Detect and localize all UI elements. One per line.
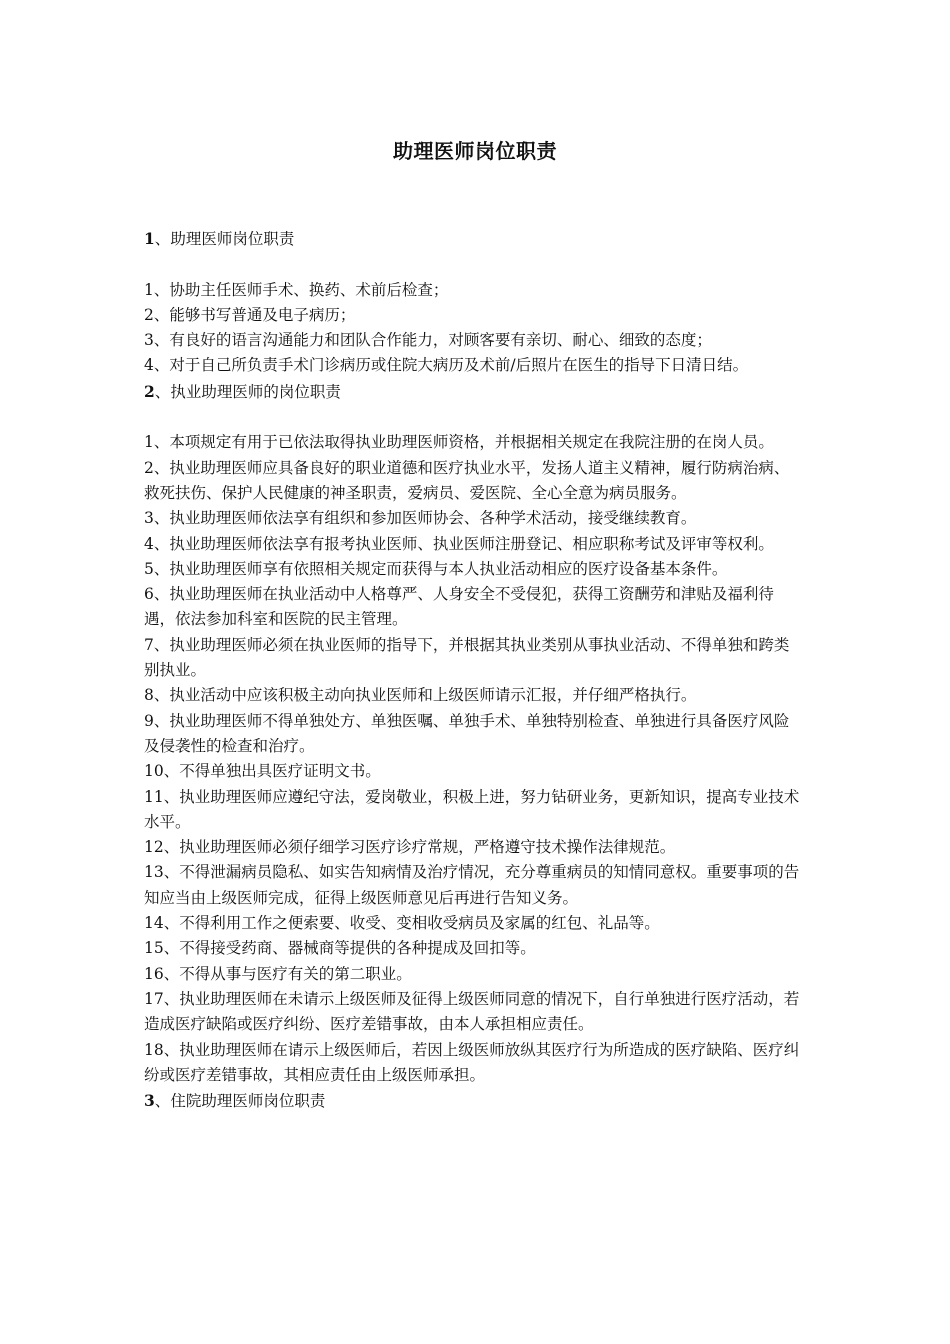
list-item: 4、执业助理医师依法享有报考执业医师、执业医师注册登记、相应职称考试及评审等权利。 — [144, 534, 774, 553]
list-item: 17、执业助理医师在未请示上级医师及征得上级医师同意的情况下，自行单独进行医疗活动，若造成医疗缺陷或医疗纠纷、医疗差错事故，由本人承担相应责任。 — [144, 989, 800, 1034]
section-separator: 、 — [154, 1092, 171, 1111]
list-item: 1、协助主任医师手术、换药、术前后检查； — [144, 280, 449, 299]
blank-line — [144, 252, 804, 277]
section-heading-text: 住院助理医师岗位职责 — [170, 1092, 326, 1111]
list-item: 16、不得从事与医疗有关的第二职业。 — [144, 964, 412, 983]
list-item: 2、能够书写普通及电子病历； — [144, 305, 356, 324]
document-body — [144, 226, 804, 1114]
list-item: 15、不得接受药商、器械商等提供的各种提成及回扣等。 — [144, 939, 536, 958]
section-separator: 、 — [154, 382, 171, 401]
section-heading — [144, 1088, 804, 1114]
list-item: 6、执业助理医师在执业活动中人格尊严、人身安全不受侵犯，获得工资酬劳和津贴及福利待遇，依法参加科室和医院的民主管理。 — [144, 585, 774, 629]
section-separator: 、 — [154, 230, 171, 248]
list-item: 5、执业助理医师享有依照相关规定而获得与本人执业活动相应的医疗设备基本条件。 — [144, 559, 728, 578]
section-number: 1 — [144, 229, 155, 248]
list-item: 7、执业助理医师必须在执业医师的指导下，并根据其执业类别从事执业活动、不得单独和跨类别执业。 — [144, 635, 790, 680]
section-2 — [144, 379, 804, 1088]
list-item: 8、执业活动中应该积极主动向执业医师和上级医师请示汇报，并仔细严格执行。 — [144, 686, 697, 705]
list-item: 3、执业助理医师依法享有组织和参加医师协会、各种学术活动，接受继续教育。 — [144, 509, 697, 528]
section-3 — [144, 1088, 804, 1114]
blank-line — [144, 405, 804, 430]
list-item: 14、不得利用工作之便索要、收受、变相收受病员及家属的红包、礼品等。 — [144, 914, 660, 933]
list-item: 3、有良好的语言沟通能力和团队合作能力，对顾客要有亲切、耐心、细致的态度； — [144, 331, 712, 350]
section-number: 2 — [144, 381, 155, 401]
section-1 — [144, 226, 804, 379]
list-item: 18、执业助理医师在请示上级医师后，若因上级医师放纵其医疗行为所造成的医疗缺陷、医疗纠纷或医疗差错事故，其相应责任由上级医师承担。 — [144, 1040, 800, 1084]
section-heading — [144, 379, 804, 405]
list-item: 11、执业助理医师应遵纪守法，爱岗敬业，积极上进，努力钻研业务，更新知识，提高专业技术水平。 — [144, 787, 800, 831]
list-item: 12、执业助理医师必须仔细学习医疗诊疗常规，严格遵守技术操作法律规范。 — [144, 838, 676, 857]
list-item: 13、不得泄漏病员隐私、如实告知病情及治疗情况，充分尊重病员的知情同意权。重要事项的告知应当由上级医师完成，征得上级医师意见后再进行告知义务。 — [144, 863, 800, 907]
section-heading-text: 助理医师岗位职责 — [170, 230, 295, 248]
list-item: 4、对于自己所负责手术门诊病历或住院大病历及术前/后照片在医生的指导下日清日结。 — [144, 356, 749, 375]
section-number: 3 — [144, 1091, 155, 1111]
list-item: 2、执业助理医师应具备良好的职业道德和医疗执业水平，发扬人道主义精神，履行防病治病、救死扶伤、保护人民健康的神圣职责，爱病员、爱医院、全心全意为病员服务。 — [144, 458, 790, 502]
document-title: 助理医师岗位职责 — [393, 139, 557, 163]
list-item: 10、不得单独出具医疗证明文书。 — [144, 762, 381, 781]
section-heading-text: 执业助理医师的岗位职责 — [170, 382, 341, 401]
section-heading — [144, 226, 804, 252]
list-item: 9、执业助理医师不得单独处方、单独医嘱、单独手术、单独特别检查、单独进行具备医疗风险及侵袭性的检查和治疗。 — [144, 711, 790, 755]
list-item: 1、本项规定有用于已依法取得执业助理医师资格，并根据相关规定在我院注册的在岗人员。 — [144, 433, 774, 452]
